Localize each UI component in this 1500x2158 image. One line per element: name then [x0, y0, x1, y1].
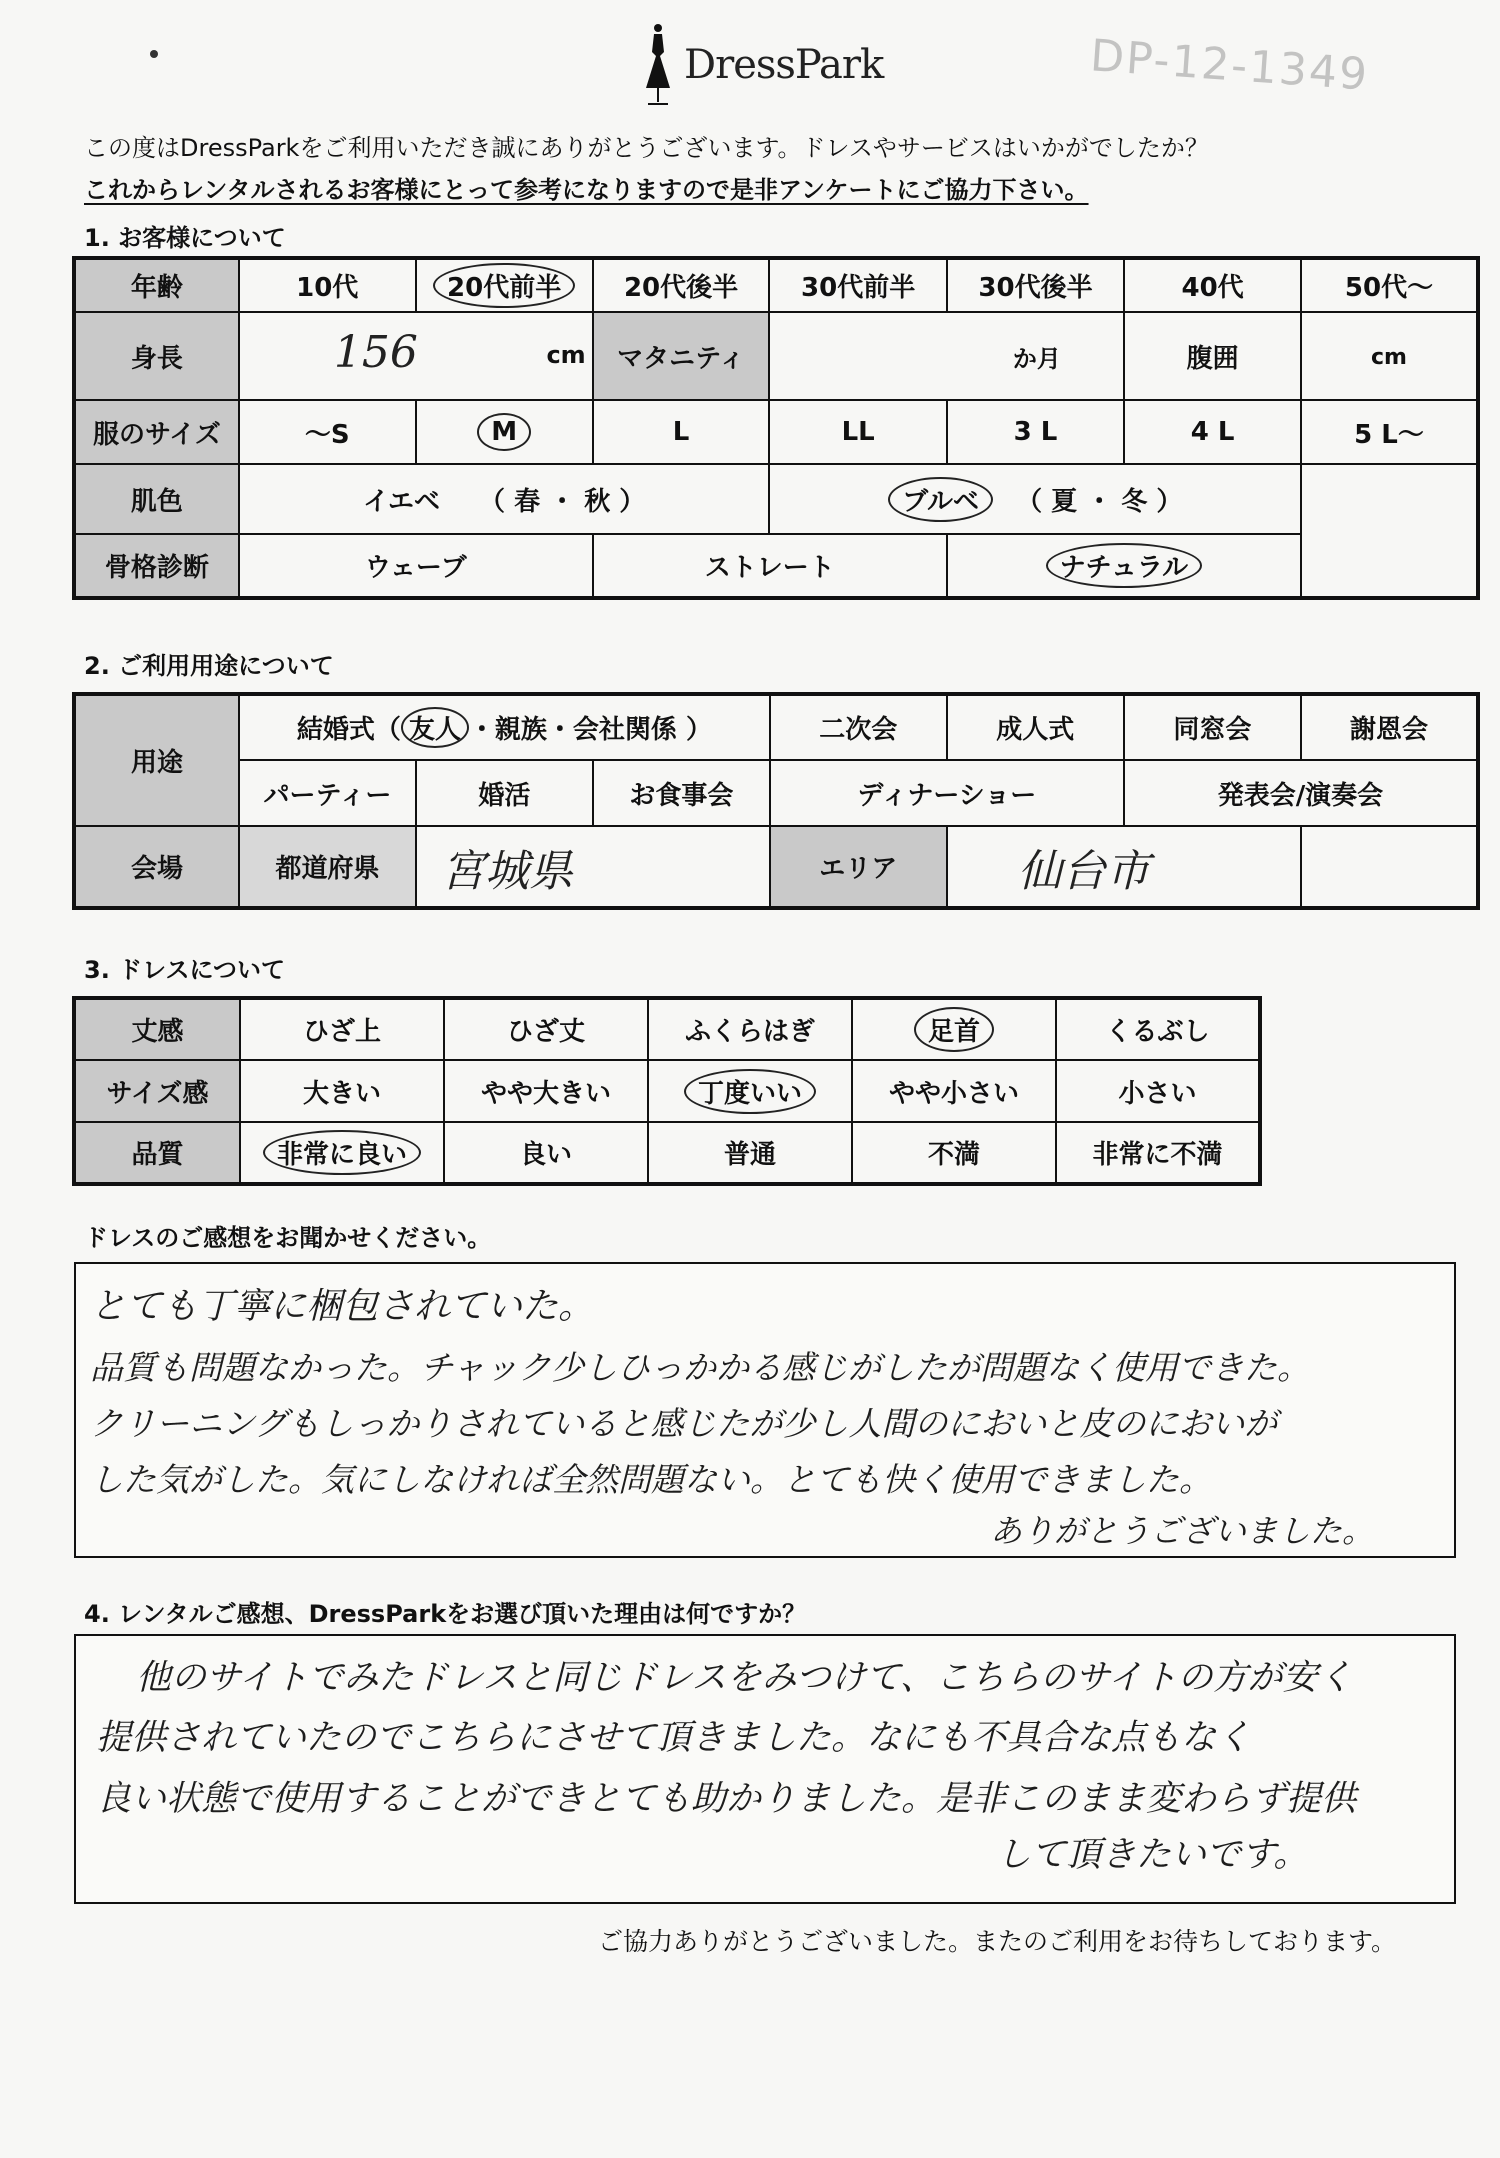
section3-title: 3. ドレスについて [84, 956, 285, 984]
age-option[interactable]: 30代前半 [769, 258, 946, 312]
reason-textbox[interactable] [74, 1634, 1456, 1904]
waist-unit: cm [1371, 345, 1407, 370]
purpose-option[interactable]: ディナーショー [770, 760, 1124, 826]
fit-option[interactable]: やや大きい [444, 1060, 648, 1122]
skin-cool-seasons: （ 夏 ・ 冬 ） [1016, 486, 1183, 517]
selection-circle: M [477, 413, 531, 451]
venue-row [74, 826, 1478, 908]
selection-circle: 非常に良い [263, 1130, 421, 1175]
length-option-selected[interactable] [852, 998, 1056, 1060]
intro-line-1: この度はDressParkをご利用いただき誠にありがとうございます。ドレスやサービスはいかがでしたか？ [84, 134, 1209, 162]
age-row [74, 258, 1478, 312]
purpose-table [72, 692, 1480, 910]
fit-option-selected[interactable] [648, 1060, 852, 1122]
venue-label: 会場 [74, 826, 239, 908]
age-option-selected[interactable] [416, 258, 593, 312]
impression-line: した気がした。気にしなければ全然問題ない。とても快く使用できました。 [90, 1460, 1212, 1499]
fit-row [74, 1060, 1260, 1122]
area-value[interactable]: 仙台市 [947, 826, 1301, 908]
selection-circle: ブルベ [888, 477, 993, 522]
closing-message: ご協力ありがとうございました。またのご利用をお待ちしております。 [598, 1927, 1397, 1956]
skin-warm-option[interactable] [239, 464, 770, 534]
length-option[interactable]: ひざ丈 [444, 998, 648, 1060]
skin-row [74, 464, 1478, 534]
maternity-unit: か月 [1012, 344, 1061, 373]
impression-line: ありがとうございました。 [990, 1512, 1375, 1550]
age-option[interactable]: 10代 [239, 258, 416, 312]
reason-line: 提供されていたのでこちらにさせて頂きました。なにも不具合な点もなく [96, 1718, 1252, 1758]
skin-warm-seasons: （ 春 ・ 秋 ） [479, 486, 646, 517]
length-label: 丈感 [74, 998, 240, 1060]
ink-speck [150, 50, 158, 58]
dresspark-logo [640, 22, 883, 108]
impression-line: クリーニングもしっかりされていると感じたが少し人間のにおいと皮のにおいが [90, 1404, 1278, 1443]
purpose-option[interactable]: お食事会 [593, 760, 770, 826]
size-option[interactable]: 〜S [239, 400, 416, 464]
purpose-option[interactable]: 同窓会 [1124, 694, 1301, 760]
fit-label: サイズ感 [74, 1060, 240, 1122]
waist-field[interactable] [1301, 312, 1478, 400]
purpose-label: 用途 [74, 694, 239, 826]
purpose-option[interactable]: パーティー [239, 760, 416, 826]
maternity-label: マタニティ [593, 312, 770, 400]
purpose-option[interactable]: 婚活 [416, 760, 593, 826]
height-unit: cm [546, 341, 586, 369]
size-label: 服のサイズ [74, 400, 239, 464]
quality-row [74, 1122, 1260, 1184]
section1-title: 1. お客様について [84, 224, 286, 252]
impressions-textbox[interactable] [74, 1262, 1456, 1558]
area-label: エリア [770, 826, 947, 908]
height-value: 156 [333, 327, 418, 378]
age-option[interactable]: 30代後半 [947, 258, 1124, 312]
section4-title: 4. レンタルご感想、DressParkをお選び頂いた理由は何ですか？ [84, 1600, 807, 1628]
purpose-option[interactable]: 発表会/演奏会 [1124, 760, 1478, 826]
size-row [74, 400, 1478, 464]
form-number-stamp: DP-12-1349 [1088, 30, 1371, 101]
purpose-row-1 [74, 694, 1478, 760]
prefecture-label: 都道府県 [239, 826, 416, 908]
age-option[interactable]: 50代〜 [1301, 258, 1478, 312]
reason-line: 良い状態で使用することができとても助かりました。是非このまま変わらず提供 [96, 1779, 1357, 1819]
selection-circle: 20代前半 [433, 263, 575, 308]
size-option[interactable]: L [593, 400, 770, 464]
quality-label: 品質 [74, 1122, 240, 1184]
empty-cell [1301, 826, 1478, 908]
purpose-option[interactable]: 成人式 [947, 694, 1124, 760]
customer-table [72, 256, 1480, 600]
skin-cool-option[interactable] [769, 464, 1301, 534]
frame-row [74, 534, 1478, 598]
purpose-row-2 [74, 760, 1478, 826]
fit-option[interactable]: やや小さい [852, 1060, 1056, 1122]
selection-circle: 足首 [914, 1007, 994, 1052]
maternity-field[interactable] [769, 312, 1124, 400]
size-option-selected[interactable] [416, 400, 593, 464]
section2-title: 2. ご利用用途について [84, 652, 334, 680]
frame-option[interactable]: ウェーブ [239, 534, 593, 598]
frame-label: 骨格診断 [74, 534, 239, 598]
quality-option[interactable]: 普通 [648, 1122, 852, 1184]
height-field[interactable] [239, 312, 593, 400]
quality-option[interactable]: 良い [444, 1122, 648, 1184]
fit-option[interactable]: 小さい [1056, 1060, 1260, 1122]
age-option[interactable]: 40代 [1124, 258, 1301, 312]
selection-circle: 丁度いい [684, 1069, 816, 1114]
dress-table [72, 996, 1262, 1186]
reason-line: 他のサイトでみたドレスと同じドレスをみつけて、こちらのサイトの方が安く [136, 1658, 1353, 1698]
length-row [74, 998, 1260, 1060]
size-option[interactable]: 5 L〜 [1301, 400, 1478, 464]
empty-cell [1301, 534, 1478, 598]
reason-line: して頂きたいです。 [996, 1835, 1309, 1875]
size-option[interactable]: 3 L [947, 400, 1124, 464]
quality-option[interactable]: 非常に不満 [1056, 1122, 1260, 1184]
length-option[interactable]: くるぶし [1056, 998, 1260, 1060]
skin-warm: イエベ [363, 486, 440, 517]
length-option[interactable]: ふくらはぎ [648, 998, 852, 1060]
wedding-rest: ・親族・会社関係 ） [468, 715, 712, 745]
waist-label: 腹囲 [1124, 312, 1301, 400]
height-row [74, 312, 1478, 400]
logo-text: DressPark [684, 42, 884, 88]
wedding-prefix: 結婚式（ [296, 715, 401, 745]
wedding-option[interactable] [239, 694, 770, 760]
purpose-option[interactable]: 謝恩会 [1301, 694, 1478, 760]
selection-circle: 友人 [401, 707, 469, 748]
quality-option-selected[interactable] [240, 1122, 444, 1184]
impression-line: 品質も問題なかった。チャック少しひっかかる感じがしたが問題なく使用できた。 [90, 1348, 1311, 1387]
fit-option[interactable]: 大きい [240, 1060, 444, 1122]
selection-circle: ナチュラル [1046, 543, 1202, 588]
size-option[interactable]: 4 L [1124, 400, 1301, 464]
height-label: 身長 [74, 312, 239, 400]
quality-option[interactable]: 不満 [852, 1122, 1056, 1184]
age-option[interactable]: 20代後半 [593, 258, 770, 312]
empty-cell [1301, 464, 1478, 534]
frame-option-selected[interactable] [947, 534, 1301, 598]
size-option[interactable]: LL [769, 400, 946, 464]
prefecture-value[interactable]: 宮城県 [416, 826, 770, 908]
dress-icon [640, 22, 676, 108]
impressions-prompt: ドレスのご感想をお聞かせください。 [84, 1224, 492, 1252]
impression-line: とても丁寧に梱包されていた。 [90, 1286, 595, 1327]
length-option[interactable]: ひざ上 [240, 998, 444, 1060]
age-label: 年齢 [74, 258, 239, 312]
intro-line-2: これからレンタルされるお客様にとって参考になりますので是非アンケートにご協力下さい。 [84, 176, 1089, 204]
purpose-option[interactable]: 二次会 [770, 694, 947, 760]
skin-label: 肌色 [74, 464, 239, 534]
frame-option[interactable]: ストレート [593, 534, 947, 598]
